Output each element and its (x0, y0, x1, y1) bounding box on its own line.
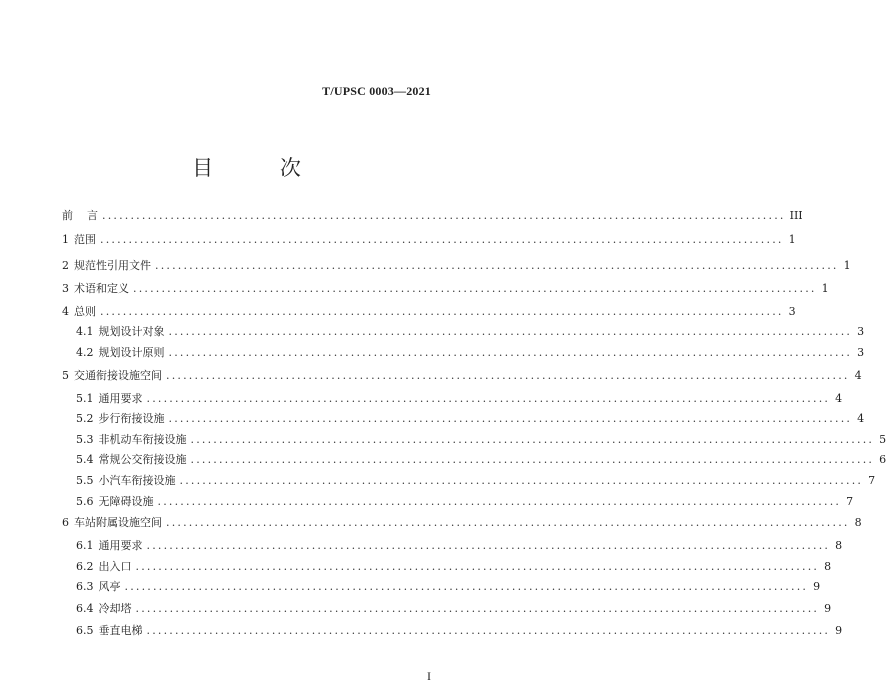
toc-entry-label: 范围 (74, 233, 96, 246)
toc-leader-dots: ........................................................................................................................ (166, 516, 850, 529)
toc-entry-number: 5.4 (76, 453, 94, 466)
toc-leader-dots: ........................................................................................................................ (190, 453, 875, 466)
toc-entry-number: 1 (62, 233, 69, 246)
toc-leader-dots: ........................................................................................................................ (155, 259, 839, 272)
toc-entry[interactable] (62, 282, 829, 296)
toc-entry-number: 2 (62, 259, 69, 272)
toc-leader-dots: ........................................................................................................................ (168, 346, 853, 359)
toc-leader-dots: ........................................................................................................................ (190, 433, 875, 446)
toc-entry[interactable] (62, 369, 862, 383)
toc-entry[interactable] (76, 560, 832, 574)
toc-entry[interactable] (62, 209, 803, 223)
toc-entry[interactable] (76, 433, 886, 447)
toc-entry-page: 1 (843, 259, 851, 272)
toc-entry-label: 小汽车衔接设施 (98, 474, 176, 487)
toc-entry-label: 规划设计原则 (98, 346, 165, 359)
toc-leader-dots: ........................................................................................................................ (100, 305, 784, 318)
toc-entry[interactable] (76, 580, 821, 594)
toc-entry-page: 8 (824, 560, 832, 573)
page-number: I (427, 669, 431, 683)
toc-entry-number: 6 (62, 516, 69, 529)
toc-entry[interactable] (76, 539, 843, 553)
toc-entry-page: 7 (868, 474, 876, 487)
toc-entry-label: 交通衔接设施空间 (74, 369, 162, 382)
toc-entry[interactable] (76, 453, 886, 467)
toc-entry-label: 前 言 (62, 209, 98, 222)
toc-entry[interactable] (76, 474, 876, 488)
toc-entry-page: 9 (813, 580, 821, 593)
toc-leader-dots: ........................................................................................................................ (166, 369, 850, 382)
toc-entry-label: 非机动车衔接设施 (98, 433, 187, 446)
toc-leader-dots: ........................................................................................................................ (157, 495, 842, 508)
toc-leader-dots: ........................................................................................................................ (179, 474, 864, 487)
toc-leader-dots: ........................................................................................................................ (146, 624, 831, 637)
toc-entry-label: 通用要求 (98, 392, 143, 405)
toc-entry[interactable] (62, 305, 796, 319)
toc-entry-label: 通用要求 (98, 539, 143, 552)
toc-entry-page: 3 (857, 346, 865, 359)
toc-entry-number: 3 (62, 282, 69, 295)
toc-entry-number: 5 (62, 369, 69, 382)
toc-entry-number: 4.1 (76, 325, 94, 338)
toc-entry[interactable] (76, 624, 843, 638)
toc-entry-number: 5.3 (76, 433, 94, 446)
toc-entry-page: III (789, 209, 803, 222)
toc-entry-page: 5 (879, 433, 886, 446)
toc-entry[interactable] (62, 516, 862, 530)
toc-entry-page: 7 (846, 495, 854, 508)
toc-entry-label: 出入口 (98, 560, 132, 573)
toc-entry-number: 6.2 (76, 560, 94, 573)
document-code: T/UPSC 0003—2021 (322, 84, 431, 98)
toc-entry-page: 4 (835, 392, 843, 405)
page-title: 目 次 (192, 156, 331, 180)
toc-entry-page: 8 (854, 516, 862, 529)
toc-entry-number: 6.5 (76, 624, 94, 637)
toc-leader-dots: ........................................................................................................................ (146, 392, 831, 405)
toc-entry[interactable] (76, 346, 865, 360)
toc-entry-page: 9 (824, 602, 832, 615)
toc-entry-number: 5.6 (76, 495, 94, 508)
toc-entry[interactable] (62, 233, 796, 247)
toc-entry-label: 规范性引用文件 (74, 259, 151, 272)
toc-entry-page: 6 (879, 453, 886, 466)
toc-entry-number: 6.1 (76, 539, 94, 552)
toc-entry[interactable] (62, 259, 851, 273)
toc-entry-number: 5.5 (76, 474, 94, 487)
toc-entry-label: 规划设计对象 (98, 325, 165, 338)
toc-entry-page: 9 (835, 624, 843, 637)
toc-leader-dots: ........................................................................................................................ (135, 560, 820, 573)
toc-entry-number: 4 (62, 305, 69, 318)
toc-leader-dots: ........................................................................................................................ (102, 209, 786, 222)
toc-leader-dots: ........................................................................................................................ (146, 539, 831, 552)
toc-entry[interactable] (76, 392, 843, 406)
toc-leader-dots: ........................................................................................................................ (168, 325, 853, 338)
toc-entry[interactable] (76, 325, 865, 339)
toc-entry-page: 1 (788, 233, 796, 246)
toc-leader-dots: ........................................................................................................................ (133, 282, 817, 295)
toc-entry-label: 无障碍设施 (98, 495, 154, 508)
toc-entry-number: 6.3 (76, 580, 94, 593)
toc-leader-dots: ........................................................................................................................ (100, 233, 784, 246)
toc-entry-label: 术语和定义 (74, 282, 129, 295)
toc-entry-label: 垂直电梯 (98, 624, 143, 637)
toc-entry-page: 3 (857, 325, 865, 338)
toc-entry[interactable] (76, 412, 865, 426)
toc-entry-label: 步行衔接设施 (98, 412, 165, 425)
toc-entry-number: 6.4 (76, 602, 94, 615)
toc-entry-label: 风亭 (98, 580, 121, 593)
toc-leader-dots: ........................................................................................................................ (124, 580, 809, 593)
toc-entry-label: 冷却塔 (98, 602, 132, 615)
toc-entry-number: 4.2 (76, 346, 94, 359)
toc-entry-page: 8 (835, 539, 843, 552)
toc-entry-number: 5.2 (76, 412, 94, 425)
toc-entry-page: 4 (854, 369, 862, 382)
toc-entry-number: 5.1 (76, 392, 94, 405)
toc-entry[interactable] (76, 495, 854, 509)
toc-entry-page: 4 (857, 412, 865, 425)
toc-entry-label: 常规公交衔接设施 (98, 453, 187, 466)
toc-leader-dots: ........................................................................................................................ (135, 602, 820, 615)
toc-entry-page: 3 (788, 305, 796, 318)
toc-entry[interactable] (76, 602, 832, 616)
toc-leader-dots: ........................................................................................................................ (168, 412, 853, 425)
toc-entry-label: 车站附属设施空间 (74, 516, 162, 529)
toc-entry-label: 总则 (74, 305, 96, 318)
toc-entry-page: 1 (821, 282, 829, 295)
